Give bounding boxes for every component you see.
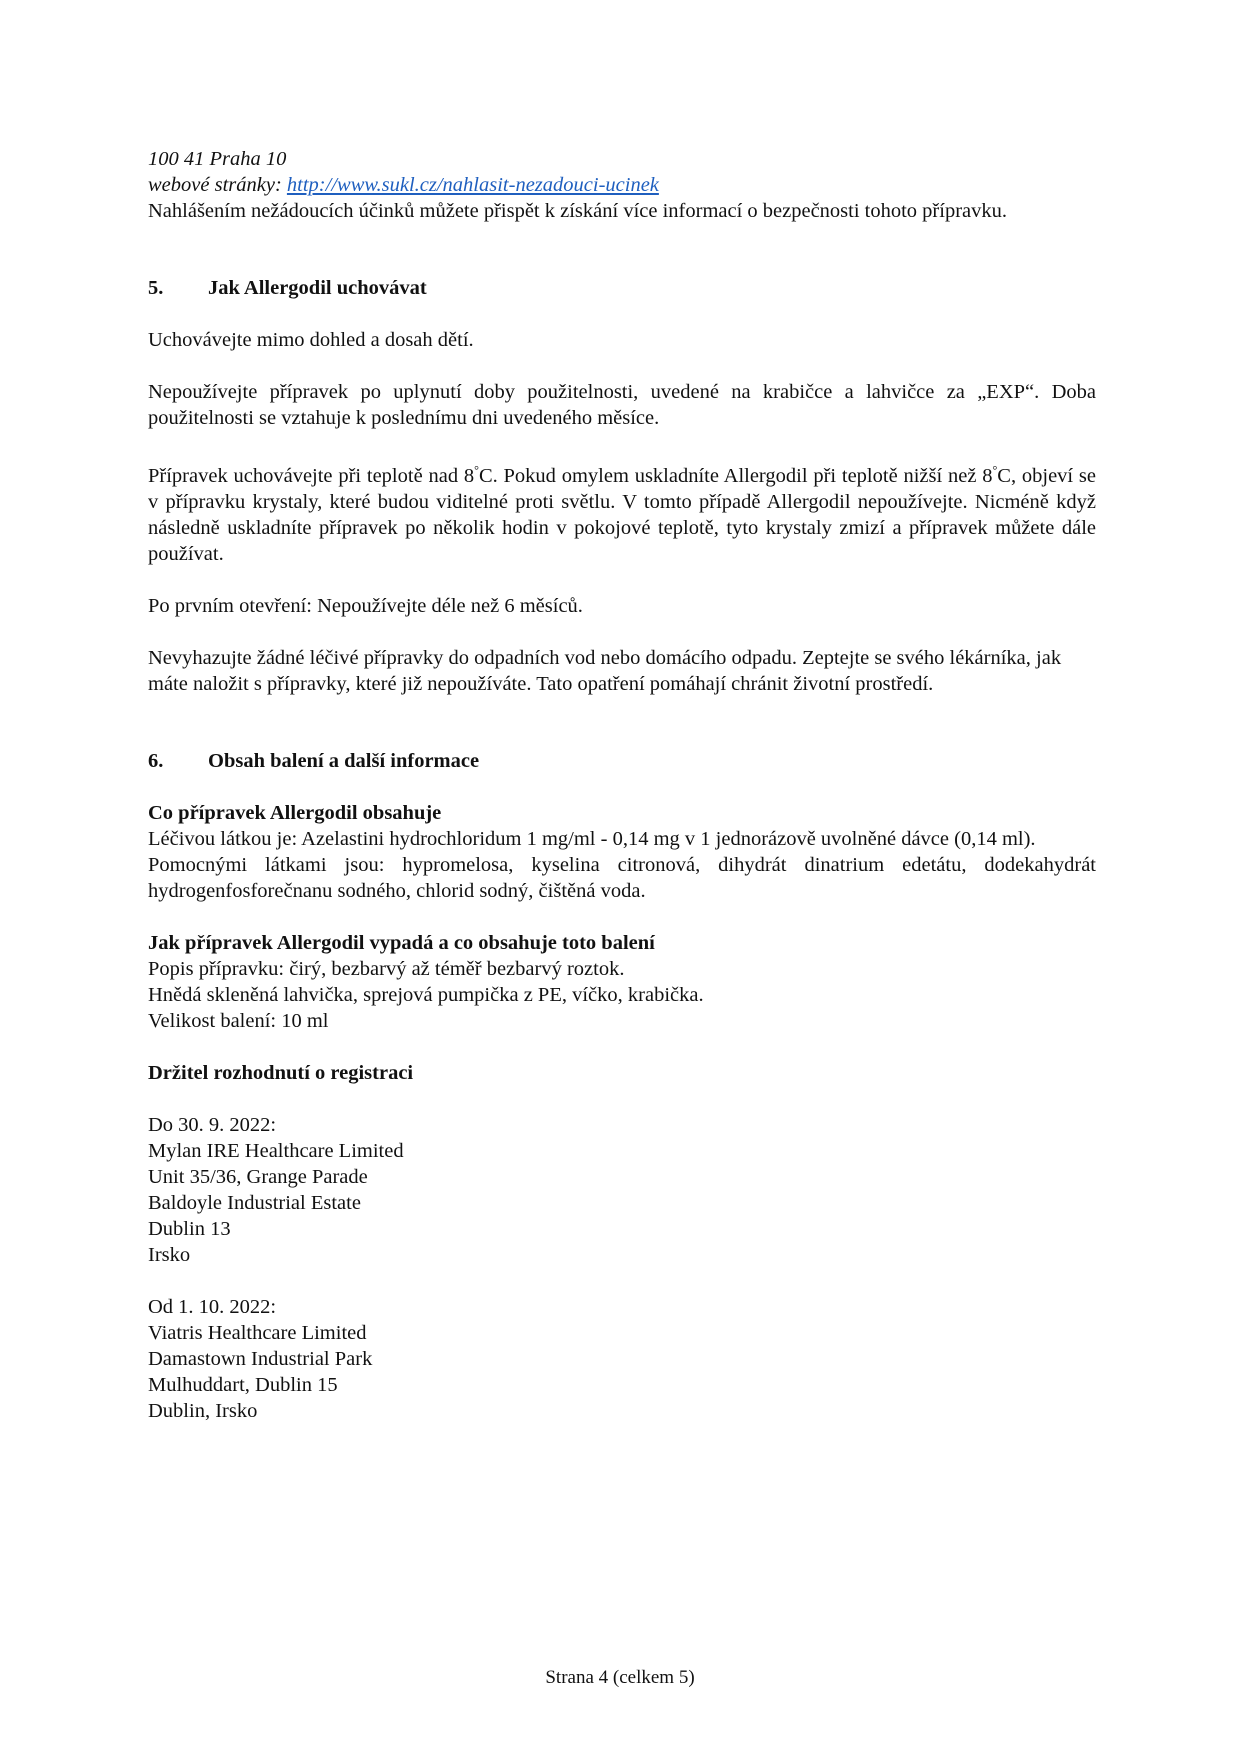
degree-mark: ° <box>474 463 479 477</box>
holder-2-line: Od 1. 10. 2022: <box>148 1295 277 1318</box>
s5-paragraph-3 <box>148 457 1096 567</box>
s5-paragraph-5: Nevyhazujte žádné léčivé přípravky do odpadních vod nebo domácího odpadu. Zeptejte se svého lékárníka, jak máte naložit s přípravky, které již nepoužíváte. Tato opatření pomáhají chránit životní prostředí. <box>148 646 1062 695</box>
section-6-heading <box>148 748 1096 774</box>
holder-1-line: Mylan IRE Healthcare Limited <box>148 1139 404 1162</box>
holder-1-line: Irsko <box>148 1243 191 1266</box>
s5-p3-part-c: C, objeví se v přípravku krystaly, které budou viditelné proti světlu. V tomto případě Allergodil nepoužívejte. Nicméně když následně uskladníte přípravek po několik hodin v pokojové teplotě, tyto krystaly zmizí a přípravek můžete dále používat. <box>148 464 1097 565</box>
page-content <box>148 146 1096 1424</box>
subheading-holder: Držitel rozhodnutí o registraci <box>148 1061 414 1084</box>
web-label: webové stránky: <box>148 174 282 196</box>
s5-p3-part-a: Přípravek uchovávejte při teplotě nad 8 <box>148 464 475 487</box>
subheading-appearance: Jak přípravek Allergodil vypadá a co obsahuje toto balení <box>148 931 655 954</box>
holder-1-line: Unit 35/36, Grange Parade <box>148 1165 368 1188</box>
web-link[interactable]: http://www.sukl.cz/nahlasit-nezadouci-ucinek <box>286 174 659 196</box>
holder-block-2 <box>148 1294 1096 1424</box>
appearance-line-2: Hnědá skleněná lahvička, sprejová pumpička z PE, víčko, krabička. <box>148 983 704 1006</box>
section-5-title: Jak Allergodil uchovávat <box>208 277 427 299</box>
s5-paragraph-2: Nepoužívejte přípravek po uplynutí doby použitelnosti, uvedené na krabičce a lahvičce za „EXP“. Doba použitelnosti se vztahuje k poslednímu dni uvedeného měsíce. <box>148 381 1096 429</box>
holder-2-line: Viatris Healthcare Limited <box>148 1321 367 1344</box>
holder-2-line: Mulhuddart, Dublin 15 <box>148 1373 338 1396</box>
page-footer: Strana 4 (celkem 5) <box>545 1667 695 1688</box>
holder-1-line: Do 30. 9. 2022: <box>148 1113 277 1136</box>
holder-1-line: Dublin 13 <box>148 1217 231 1240</box>
holder-1-line: Baldoyle Industrial Estate <box>148 1191 361 1214</box>
appearance-line-1: Popis přípravku: čirý, bezbarvý až téměř bezbarvý roztok. <box>148 957 625 980</box>
active-substance: Léčivou látkou je: Azelastini hydrochloridum 1 mg/ml - 0,14 mg v 1 jednorázově uvolněné dávce (0,14 ml). <box>148 827 1036 850</box>
degree-mark: ° <box>992 463 998 477</box>
address-line: 100 41 Praha 10 <box>148 148 287 170</box>
holder-block-1 <box>148 1112 1096 1268</box>
web-line <box>148 172 1096 198</box>
s5-p3-part-b: C. Pokud omylem uskladníte Allergodil při teplotě nižší než 8 <box>478 464 993 487</box>
holder-2-line: Dublin, Irsko <box>148 1399 258 1422</box>
s5-paragraph-1: Uchovávejte mimo dohled a dosah dětí. <box>148 329 474 351</box>
reporting-text: Nahlášením nežádoucích účinků můžete přispět k získání více informací o bezpečnosti tohoto přípravku. <box>148 200 1008 222</box>
section-6-number: 6. <box>148 749 164 772</box>
s5-paragraph-4: Po prvním otevření: Nepoužívejte déle než 6 měsíců. <box>148 594 583 617</box>
subheading-contents: Co přípravek Allergodil obsahuje <box>148 801 442 824</box>
holder-2-line: Damastown Industrial Park <box>148 1347 373 1370</box>
appearance-line-3: Velikost balení: 10 ml <box>148 1009 329 1032</box>
section-5-heading <box>148 275 1096 301</box>
section-5-number: 5. <box>148 277 164 299</box>
excipients: Pomocnými látkami jsou: hypromelosa, kyselina citronová, dihydrát dinatrium edetátu, dodekahydrát hydrogenfosforečnanu sodného, chlorid sodný, čištěná voda. <box>148 853 1096 902</box>
section-6-title: Obsah balení a další informace <box>208 749 480 772</box>
